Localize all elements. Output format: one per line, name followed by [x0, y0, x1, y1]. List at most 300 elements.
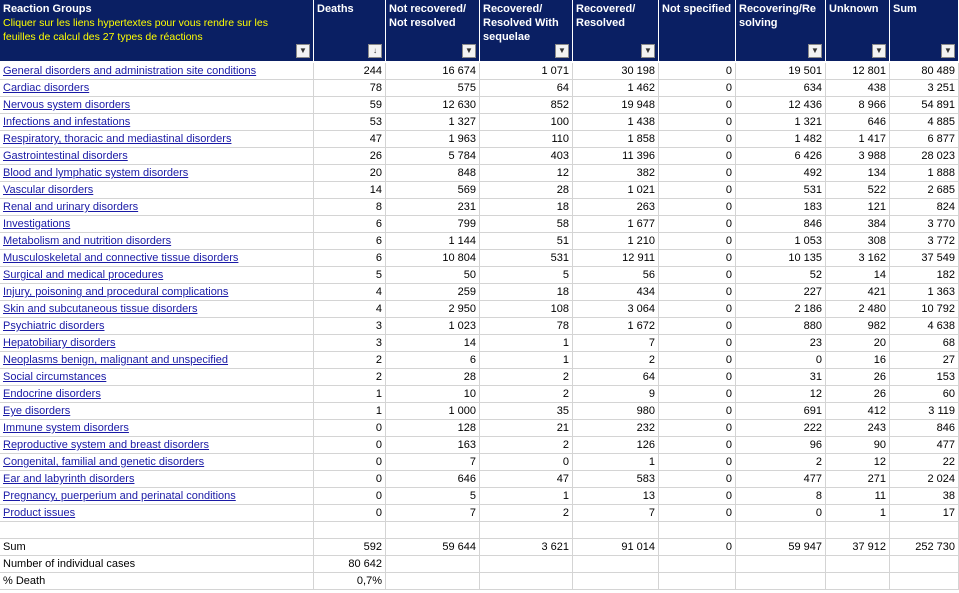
cell-name[interactable] [0, 80, 314, 97]
cell-name[interactable] [0, 335, 314, 352]
cell-rs[interactable] [480, 284, 573, 301]
cell-nr[interactable] [386, 369, 480, 386]
reaction-group-link[interactable]: Infections and infestations [3, 116, 131, 128]
reaction-group-link[interactable]: Blood and lymphatic system disorders [3, 167, 189, 179]
cell-rr[interactable] [573, 318, 659, 335]
cell-unk[interactable] [826, 301, 890, 318]
cell-unk[interactable] [826, 114, 890, 131]
cell-deaths[interactable] [314, 216, 386, 233]
cell-sum[interactable] [890, 165, 959, 182]
cell-ns[interactable] [659, 284, 736, 301]
cell-rs[interactable] [480, 318, 573, 335]
cell-unk[interactable] [826, 505, 890, 522]
cell-rs[interactable] [480, 63, 573, 80]
cell-deaths[interactable] [314, 335, 386, 352]
cell-rr[interactable] [573, 505, 659, 522]
cell-rr[interactable] [573, 284, 659, 301]
cell-name[interactable] [0, 454, 314, 471]
cell-rr[interactable] [573, 114, 659, 131]
cell-rr[interactable] [573, 80, 659, 97]
empty-cell[interactable] [890, 556, 959, 573]
cell-ns[interactable] [659, 216, 736, 233]
reaction-group-link[interactable]: Renal and urinary disorders [3, 201, 139, 213]
cell-sum[interactable] [890, 250, 959, 267]
empty-cell[interactable] [826, 556, 890, 573]
cell-unk[interactable] [826, 199, 890, 216]
cell-ns[interactable] [659, 488, 736, 505]
cell-rr[interactable] [573, 131, 659, 148]
cell-rr[interactable] [573, 267, 659, 284]
cell-rec[interactable] [736, 318, 826, 335]
empty-cell[interactable] [386, 556, 480, 573]
cell-name[interactable] [0, 199, 314, 216]
cell-name[interactable] [0, 267, 314, 284]
cell-name[interactable] [0, 250, 314, 267]
cell-name[interactable] [0, 352, 314, 369]
cell-rec[interactable] [736, 403, 826, 420]
cell-sum[interactable] [890, 335, 959, 352]
cell-rec[interactable] [736, 182, 826, 199]
cell-deaths[interactable] [314, 80, 386, 97]
cell-unk[interactable] [826, 267, 890, 284]
sort-descending-icon[interactable]: ↓ [368, 44, 382, 58]
reaction-group-link[interactable]: Product issues [3, 507, 76, 519]
cell-rec[interactable] [736, 199, 826, 216]
cell-rr[interactable] [573, 352, 659, 369]
cell-rr[interactable] [573, 148, 659, 165]
cell-deaths[interactable] [314, 301, 386, 318]
empty-cell[interactable] [736, 522, 826, 539]
header-recovered-resolved[interactable] [573, 0, 659, 61]
cell-rr[interactable] [573, 454, 659, 471]
cell-deaths[interactable] [314, 420, 386, 437]
cell-name[interactable] [0, 165, 314, 182]
cell-ns[interactable] [659, 471, 736, 488]
cell-sum[interactable] [890, 488, 959, 505]
cell-nr[interactable] [386, 284, 480, 301]
cell-unk[interactable] [826, 63, 890, 80]
dropdown-arrow-icon[interactable]: ▼ [808, 44, 822, 58]
reaction-group-link[interactable]: Psychiatric disorders [3, 320, 105, 332]
cell-deaths[interactable] [314, 556, 386, 573]
cell-rec[interactable] [736, 335, 826, 352]
cell-rec[interactable] [736, 216, 826, 233]
empty-cell[interactable] [890, 573, 959, 590]
reaction-group-link[interactable]: Eye disorders [3, 405, 71, 417]
cell-rr[interactable] [573, 420, 659, 437]
cell-rec[interactable] [736, 131, 826, 148]
cell-sum[interactable] [890, 369, 959, 386]
cell-sum[interactable] [890, 199, 959, 216]
cell-rr[interactable] [573, 301, 659, 318]
cell-unk[interactable] [826, 420, 890, 437]
cell-name[interactable] [0, 539, 314, 556]
reaction-group-link[interactable]: Reproductive system and breast disorders [3, 439, 210, 451]
header-deaths[interactable] [314, 0, 386, 61]
cell-deaths[interactable] [314, 573, 386, 590]
reaction-group-link[interactable]: Cardiac disorders [3, 82, 90, 94]
cell-ns[interactable] [659, 301, 736, 318]
cell-unk[interactable] [826, 233, 890, 250]
cell-sum[interactable] [890, 301, 959, 318]
cell-unk[interactable] [826, 471, 890, 488]
cell-name[interactable] [0, 403, 314, 420]
empty-cell[interactable] [890, 522, 959, 539]
reaction-group-link[interactable]: Vascular disorders [3, 184, 94, 196]
cell-sum[interactable] [890, 471, 959, 488]
cell-rs[interactable] [480, 488, 573, 505]
reaction-group-link[interactable]: Skin and subcutaneous tissue disorders [3, 303, 198, 315]
cell-rr[interactable] [573, 165, 659, 182]
cell-rr[interactable] [573, 386, 659, 403]
cell-nr[interactable] [386, 454, 480, 471]
cell-ns[interactable] [659, 165, 736, 182]
cell-rr[interactable] [573, 369, 659, 386]
dropdown-arrow-icon[interactable]: ▼ [941, 44, 955, 58]
cell-nr[interactable] [386, 80, 480, 97]
cell-rec[interactable] [736, 386, 826, 403]
cell-rs[interactable] [480, 250, 573, 267]
cell-rr[interactable] [573, 250, 659, 267]
cell-nr[interactable] [386, 131, 480, 148]
cell-unk[interactable] [826, 437, 890, 454]
cell-unk[interactable] [826, 284, 890, 301]
cell-rs[interactable] [480, 539, 573, 556]
cell-name[interactable] [0, 233, 314, 250]
reaction-group-link[interactable]: Ear and labyrinth disorders [3, 473, 135, 485]
cell-ns[interactable] [659, 369, 736, 386]
cell-name[interactable] [0, 556, 314, 573]
cell-deaths[interactable] [314, 131, 386, 148]
cell-name[interactable] [0, 114, 314, 131]
cell-nr[interactable] [386, 437, 480, 454]
cell-rec[interactable] [736, 97, 826, 114]
reaction-group-link[interactable]: Injury, poisoning and procedural complications [3, 286, 229, 298]
cell-rr[interactable] [573, 471, 659, 488]
cell-deaths[interactable] [314, 233, 386, 250]
cell-ns[interactable] [659, 318, 736, 335]
reaction-group-link[interactable]: Pregnancy, puerperium and perinatal conditions [3, 490, 236, 502]
cell-name[interactable] [0, 488, 314, 505]
cell-rs[interactable] [480, 165, 573, 182]
cell-rs[interactable] [480, 386, 573, 403]
cell-rs[interactable] [480, 131, 573, 148]
cell-sum[interactable] [890, 233, 959, 250]
empty-cell[interactable] [573, 522, 659, 539]
cell-unk[interactable] [826, 335, 890, 352]
cell-rec[interactable] [736, 80, 826, 97]
cell-unk[interactable] [826, 488, 890, 505]
cell-ns[interactable] [659, 97, 736, 114]
reaction-group-link[interactable]: Surgical and medical procedures [3, 269, 164, 281]
cell-nr[interactable] [386, 352, 480, 369]
cell-name[interactable] [0, 131, 314, 148]
cell-deaths[interactable] [314, 182, 386, 199]
cell-rec[interactable] [736, 471, 826, 488]
cell-rr[interactable] [573, 182, 659, 199]
cell-rec[interactable] [736, 233, 826, 250]
cell-sum[interactable] [890, 80, 959, 97]
cell-rec[interactable] [736, 539, 826, 556]
cell-sum[interactable] [890, 284, 959, 301]
cell-rs[interactable] [480, 233, 573, 250]
cell-nr[interactable] [386, 63, 480, 80]
cell-rr[interactable] [573, 63, 659, 80]
cell-ns[interactable] [659, 267, 736, 284]
cell-name[interactable] [0, 386, 314, 403]
cell-deaths[interactable] [314, 488, 386, 505]
reaction-group-link[interactable]: Immune system disorders [3, 422, 129, 434]
cell-rs[interactable] [480, 420, 573, 437]
cell-sum[interactable] [890, 148, 959, 165]
dropdown-arrow-icon[interactable]: ▼ [555, 44, 569, 58]
cell-ns[interactable] [659, 437, 736, 454]
cell-deaths[interactable] [314, 369, 386, 386]
reaction-group-link[interactable]: Hepatobiliary disorders [3, 337, 116, 349]
cell-name[interactable] [0, 318, 314, 335]
empty-cell[interactable] [314, 522, 386, 539]
header-recovered-sequelae[interactable] [480, 0, 573, 61]
cell-ns[interactable] [659, 454, 736, 471]
reaction-group-link[interactable]: Congenital, familial and genetic disorders [3, 456, 205, 468]
cell-rec[interactable] [736, 250, 826, 267]
cell-sum[interactable] [890, 454, 959, 471]
cell-nr[interactable] [386, 420, 480, 437]
cell-unk[interactable] [826, 352, 890, 369]
cell-rs[interactable] [480, 352, 573, 369]
cell-rr[interactable] [573, 488, 659, 505]
cell-name[interactable] [0, 97, 314, 114]
cell-rs[interactable] [480, 335, 573, 352]
cell-deaths[interactable] [314, 199, 386, 216]
cell-deaths[interactable] [314, 97, 386, 114]
cell-nr[interactable] [386, 301, 480, 318]
cell-rr[interactable] [573, 233, 659, 250]
cell-name[interactable] [0, 420, 314, 437]
cell-sum[interactable] [890, 318, 959, 335]
cell-rr[interactable] [573, 539, 659, 556]
cell-unk[interactable] [826, 250, 890, 267]
cell-ns[interactable] [659, 505, 736, 522]
cell-sum[interactable] [890, 352, 959, 369]
cell-deaths[interactable] [314, 250, 386, 267]
header-not-specified[interactable] [659, 0, 736, 61]
cell-nr[interactable] [386, 182, 480, 199]
cell-rec[interactable] [736, 301, 826, 318]
cell-deaths[interactable] [314, 63, 386, 80]
empty-cell[interactable] [826, 522, 890, 539]
cell-rs[interactable] [480, 114, 573, 131]
reaction-group-link[interactable]: Respiratory, thoracic and mediastinal disorders [3, 133, 232, 145]
cell-ns[interactable] [659, 386, 736, 403]
cell-nr[interactable] [386, 148, 480, 165]
cell-name[interactable] [0, 63, 314, 80]
cell-deaths[interactable] [314, 165, 386, 182]
cell-nr[interactable] [386, 199, 480, 216]
cell-nr[interactable] [386, 539, 480, 556]
cell-rs[interactable] [480, 267, 573, 284]
cell-ns[interactable] [659, 199, 736, 216]
cell-rec[interactable] [736, 454, 826, 471]
cell-rr[interactable] [573, 335, 659, 352]
reaction-group-link[interactable]: Gastrointestinal disorders [3, 150, 128, 162]
cell-sum[interactable] [890, 97, 959, 114]
cell-unk[interactable] [826, 454, 890, 471]
cell-ns[interactable] [659, 148, 736, 165]
cell-rr[interactable] [573, 437, 659, 454]
cell-unk[interactable] [826, 318, 890, 335]
cell-unk[interactable] [826, 131, 890, 148]
reaction-group-link[interactable]: Metabolism and nutrition disorders [3, 235, 172, 247]
header-sum[interactable] [890, 0, 959, 61]
cell-rs[interactable] [480, 199, 573, 216]
cell-nr[interactable] [386, 114, 480, 131]
reaction-group-link[interactable]: Investigations [3, 218, 71, 230]
cell-rs[interactable] [480, 505, 573, 522]
cell-deaths[interactable] [314, 471, 386, 488]
cell-name[interactable] [0, 284, 314, 301]
cell-ns[interactable] [659, 539, 736, 556]
cell-sum[interactable] [890, 539, 959, 556]
cell-rec[interactable] [736, 505, 826, 522]
cell-unk[interactable] [826, 216, 890, 233]
empty-cell[interactable] [386, 573, 480, 590]
cell-nr[interactable] [386, 216, 480, 233]
cell-deaths[interactable] [314, 114, 386, 131]
cell-deaths[interactable] [314, 539, 386, 556]
cell-name[interactable] [0, 148, 314, 165]
cell-deaths[interactable] [314, 148, 386, 165]
cell-deaths[interactable] [314, 284, 386, 301]
cell-ns[interactable] [659, 352, 736, 369]
cell-rec[interactable] [736, 267, 826, 284]
cell-name[interactable] [0, 216, 314, 233]
empty-cell[interactable] [659, 573, 736, 590]
cell-rs[interactable] [480, 369, 573, 386]
cell-rs[interactable] [480, 471, 573, 488]
reaction-group-link[interactable]: Musculoskeletal and connective tissue disorders [3, 252, 239, 264]
cell-nr[interactable] [386, 403, 480, 420]
cell-ns[interactable] [659, 233, 736, 250]
cell-nr[interactable] [386, 267, 480, 284]
cell-rec[interactable] [736, 437, 826, 454]
cell-deaths[interactable] [314, 267, 386, 284]
cell-name[interactable] [0, 505, 314, 522]
dropdown-arrow-icon[interactable]: ▼ [872, 44, 886, 58]
cell-sum[interactable] [890, 267, 959, 284]
cell-ns[interactable] [659, 80, 736, 97]
cell-unk[interactable] [826, 148, 890, 165]
reaction-group-link[interactable]: Nervous system disorders [3, 99, 131, 111]
cell-rec[interactable] [736, 63, 826, 80]
cell-rec[interactable] [736, 148, 826, 165]
empty-cell[interactable] [659, 522, 736, 539]
cell-sum[interactable] [890, 182, 959, 199]
empty-cell[interactable] [736, 573, 826, 590]
cell-name[interactable] [0, 301, 314, 318]
cell-name[interactable] [0, 437, 314, 454]
cell-ns[interactable] [659, 420, 736, 437]
cell-deaths[interactable] [314, 505, 386, 522]
cell-rs[interactable] [480, 182, 573, 199]
cell-rr[interactable] [573, 199, 659, 216]
cell-nr[interactable] [386, 97, 480, 114]
cell-nr[interactable] [386, 471, 480, 488]
cell-unk[interactable] [826, 80, 890, 97]
cell-deaths[interactable] [314, 318, 386, 335]
header-unknown[interactable] [826, 0, 890, 61]
cell-ns[interactable] [659, 114, 736, 131]
dropdown-arrow-icon[interactable]: ▼ [296, 44, 310, 58]
cell-rs[interactable] [480, 301, 573, 318]
cell-rec[interactable] [736, 352, 826, 369]
cell-deaths[interactable] [314, 437, 386, 454]
reaction-group-link[interactable]: Endocrine disorders [3, 388, 101, 400]
cell-ns[interactable] [659, 335, 736, 352]
cell-unk[interactable] [826, 403, 890, 420]
empty-cell[interactable] [480, 522, 573, 539]
empty-cell[interactable] [659, 556, 736, 573]
cell-ns[interactable] [659, 131, 736, 148]
cell-nr[interactable] [386, 165, 480, 182]
cell-sum[interactable] [890, 403, 959, 420]
cell-name[interactable] [0, 471, 314, 488]
reaction-group-link[interactable]: General disorders and administration site conditions [3, 65, 257, 77]
cell-name[interactable] [0, 182, 314, 199]
cell-rr[interactable] [573, 97, 659, 114]
cell-rec[interactable] [736, 420, 826, 437]
cell-ns[interactable] [659, 182, 736, 199]
cell-sum[interactable] [890, 386, 959, 403]
cell-nr[interactable] [386, 318, 480, 335]
cell-unk[interactable] [826, 97, 890, 114]
cell-nr[interactable] [386, 233, 480, 250]
empty-cell[interactable] [0, 522, 314, 539]
cell-unk[interactable] [826, 369, 890, 386]
empty-cell[interactable] [826, 573, 890, 590]
cell-sum[interactable] [890, 216, 959, 233]
cell-deaths[interactable] [314, 352, 386, 369]
cell-rr[interactable] [573, 216, 659, 233]
header-recovering[interactable] [736, 0, 826, 61]
cell-ns[interactable] [659, 403, 736, 420]
empty-cell[interactable] [736, 556, 826, 573]
cell-rec[interactable] [736, 488, 826, 505]
empty-cell[interactable] [573, 556, 659, 573]
cell-deaths[interactable] [314, 454, 386, 471]
cell-unk[interactable] [826, 386, 890, 403]
reaction-group-link[interactable]: Social circumstances [3, 371, 107, 383]
cell-ns[interactable] [659, 250, 736, 267]
cell-nr[interactable] [386, 488, 480, 505]
cell-sum[interactable] [890, 420, 959, 437]
cell-rs[interactable] [480, 216, 573, 233]
cell-rs[interactable] [480, 97, 573, 114]
cell-rec[interactable] [736, 114, 826, 131]
cell-nr[interactable] [386, 386, 480, 403]
cell-name[interactable] [0, 573, 314, 590]
empty-cell[interactable] [480, 573, 573, 590]
cell-rs[interactable] [480, 454, 573, 471]
cell-deaths[interactable] [314, 386, 386, 403]
cell-rs[interactable] [480, 437, 573, 454]
cell-ns[interactable] [659, 63, 736, 80]
cell-nr[interactable] [386, 250, 480, 267]
cell-sum[interactable] [890, 437, 959, 454]
cell-rs[interactable] [480, 403, 573, 420]
cell-rr[interactable] [573, 403, 659, 420]
cell-rec[interactable] [736, 284, 826, 301]
